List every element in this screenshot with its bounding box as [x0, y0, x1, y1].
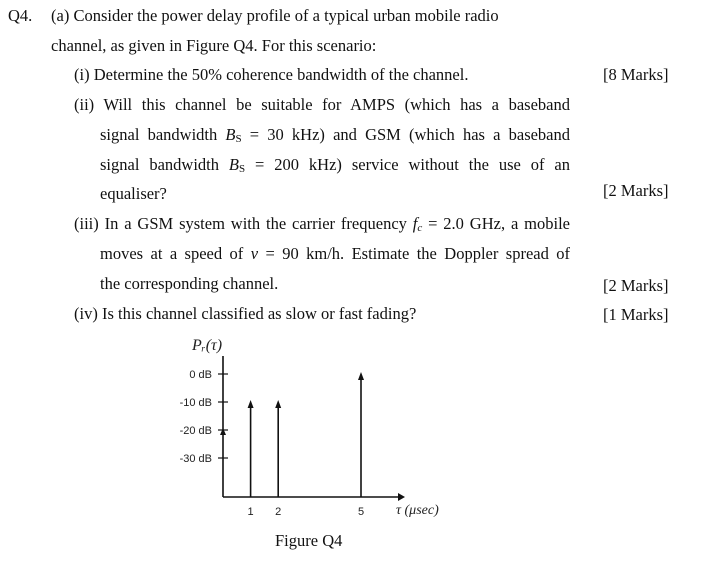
subscript-s: S: [235, 133, 242, 145]
sub-question-iii-line3: the corresponding channel.: [100, 274, 279, 293]
part-a-line1: (a) Consider the power delay profile of a typical urban mobile radio: [51, 6, 499, 25]
figure-caption: Figure Q4: [275, 531, 343, 550]
marks-ii: [2 Marks]: [603, 181, 669, 200]
x-tick-label: 5: [357, 506, 365, 518]
y-axis-label: Pᵣ(τ): [192, 337, 223, 354]
variable-v: v: [250, 244, 259, 263]
text-segment: signal bandwidth: [100, 125, 218, 144]
impulse-arrowhead: [220, 428, 226, 435]
y-tick-label: -10 dB: [179, 397, 212, 409]
sub-question-ii-line4: equaliser?: [100, 184, 167, 203]
impulse-arrowhead: [248, 400, 254, 408]
y-tick-label: 0 dB: [189, 369, 212, 381]
question-number: Q4.: [8, 6, 33, 25]
sub-question-iv: (iv) Is this channel classified as slow or fast fading?: [74, 304, 417, 323]
text-segment: (iii) In a GSM system with the carrier frequency: [74, 214, 407, 233]
text-segment: signal bandwidth: [100, 155, 219, 174]
text-segment: = 90 km/h. Estimate the Doppler spread of: [265, 244, 571, 263]
variable-b: B: [228, 155, 239, 174]
text-segment: = 2.0 GHz, a mobile: [428, 214, 570, 233]
impulse-arrowhead: [275, 400, 281, 408]
impulse-arrowhead: [358, 372, 364, 380]
x-tick-label: 1: [247, 506, 254, 518]
sub-question-ii-line1: (ii) Will this channel be suitable for AMPS (which has a baseband: [74, 95, 570, 114]
variable-f: f: [412, 214, 418, 233]
sub-question-i: (i) Determine the 50% coherence bandwidth of the channel.: [74, 65, 469, 84]
text-segment: moves at a speed of: [100, 244, 244, 263]
marks-i: [8 Marks]: [603, 65, 669, 84]
x-axis-label: τ (μsec): [396, 503, 439, 518]
part-a-line2: channel, as given in Figure Q4. For this scenario:: [51, 36, 377, 55]
subscript-s: S: [239, 163, 246, 175]
variable-b: B: [225, 125, 236, 144]
marks-iii: [2 Marks]: [603, 276, 669, 295]
x-axis-arrow: [398, 493, 405, 501]
marks-iv: [1 Marks]: [603, 305, 669, 324]
y-tick-label: -20 dB: [179, 425, 212, 437]
text-segment: = 200 kHz) service without the use of an: [255, 155, 571, 174]
y-tick-label: -30 dB: [179, 453, 212, 465]
subscript-c: c: [417, 222, 423, 234]
x-tick-label: 2: [275, 506, 282, 518]
text-segment: = 30 kHz) and GSM (which has a baseband: [249, 125, 571, 144]
